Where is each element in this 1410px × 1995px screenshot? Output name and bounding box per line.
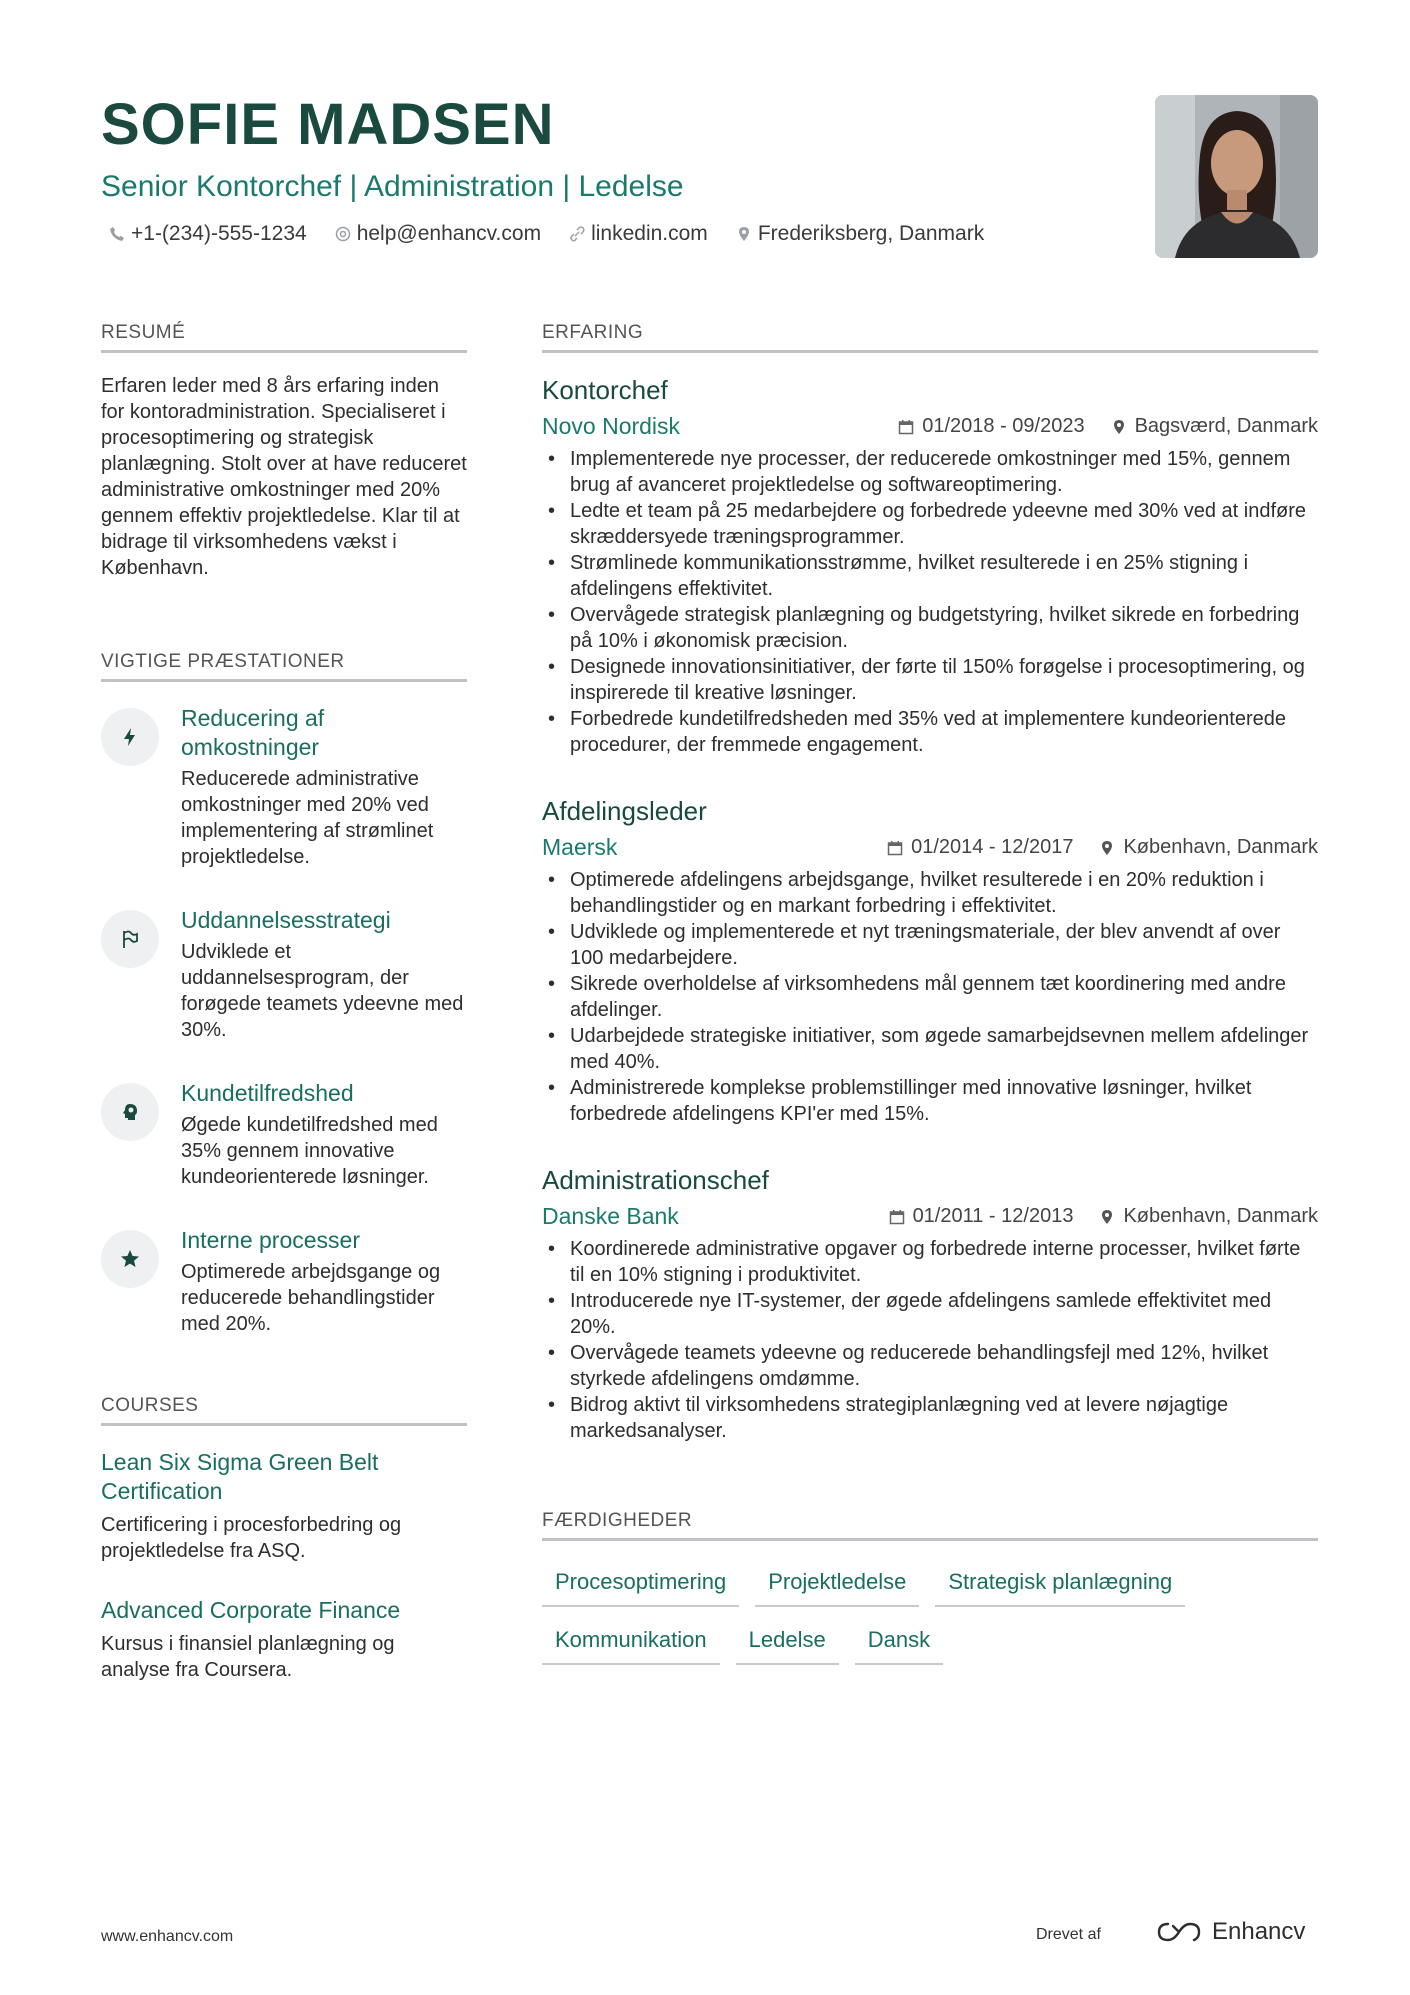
phone-icon bbox=[109, 226, 125, 242]
job-entry bbox=[542, 373, 1318, 758]
bolt-icon bbox=[119, 726, 141, 748]
at-icon bbox=[335, 226, 351, 242]
job-bullets bbox=[542, 867, 1318, 1127]
portrait-image bbox=[1155, 95, 1318, 258]
job-bullet: • Overvågede teamets ydeevne og reducerede behandlingsfejl med 12%, hvilket styrkede afdelingens omdømme. bbox=[542, 1340, 1318, 1392]
achievement-title: Reducering af omkostninger bbox=[181, 705, 325, 760]
profile-photo bbox=[1155, 95, 1318, 258]
job-title: Kontorchef bbox=[542, 375, 668, 405]
job-bullets bbox=[542, 1236, 1318, 1444]
calendar-icon bbox=[887, 840, 903, 856]
achievement-icon-badge bbox=[101, 1230, 159, 1288]
page-footer bbox=[101, 1918, 1318, 1958]
job-bullet: • Forbedrede kundetilfredsheden med 35% ved at implementere kundeorienterede procedurer, der fremmede engagement. bbox=[542, 706, 1318, 758]
right-column bbox=[542, 322, 1318, 1665]
resume-header bbox=[101, 92, 1151, 246]
achievements-section-title: VIGTIGE PRÆSTATIONER bbox=[101, 651, 467, 682]
skill-tag: Ledelse bbox=[736, 1621, 839, 1665]
skills-section-title: FÆRDIGHEDER bbox=[542, 1510, 1318, 1541]
enhancv-logo-text: Enhancv bbox=[1212, 1918, 1306, 1945]
achievement-icon-badge bbox=[101, 910, 159, 968]
link-icon bbox=[569, 226, 585, 242]
email-text[interactable]: help@enhancv.com bbox=[356, 222, 542, 245]
contact-linkedin[interactable] bbox=[569, 222, 708, 246]
phone-text: +1-(234)-555-1234 bbox=[131, 222, 307, 245]
contact-phone bbox=[109, 222, 307, 246]
candidate-name: SOFIE MADSEN bbox=[101, 92, 555, 157]
calendar-icon bbox=[898, 419, 914, 435]
achievement-item bbox=[101, 1226, 467, 1337]
skills-section bbox=[542, 1510, 1318, 1665]
achievement-item bbox=[101, 704, 467, 870]
skill-tag: Projektledelse bbox=[755, 1563, 919, 1607]
skill-tag: Strategisk planlægning bbox=[935, 1563, 1185, 1607]
linkedin-text[interactable]: linkedin.com bbox=[591, 222, 708, 245]
achievement-icon-badge bbox=[101, 1083, 159, 1141]
job-location: Bagsværd, Danmark bbox=[1134, 415, 1318, 437]
job-bullet: • Udviklede og implementerede et nyt træningsmateriale, der blev anvendt af over 100 medarbejdere. bbox=[542, 919, 1318, 971]
job-location: København, Danmark bbox=[1123, 836, 1318, 858]
achievement-desc: Reducerede administrative omkostninger med 20% ved implementering af strømlinet projektledelse. bbox=[181, 768, 434, 868]
courses-section-title: COURSES bbox=[101, 1395, 467, 1426]
course-title: Lean Six Sigma Green Belt Certification bbox=[101, 1449, 379, 1504]
achievements-section bbox=[101, 651, 467, 1337]
job-bullet: • Optimerede afdelingens arbejdsgange, hvilket resulterede i en 20% reduktion i behandlingstider og en markant forbedring i effektivitet. bbox=[542, 867, 1318, 919]
contact-email[interactable] bbox=[335, 222, 541, 246]
course-desc: Certificering i procesforbedring og projektledelse fra ASQ. bbox=[101, 1514, 402, 1562]
left-column bbox=[101, 322, 467, 1683]
skill-tag: Procesoptimering bbox=[542, 1563, 739, 1607]
job-entry bbox=[542, 794, 1318, 1127]
courses-section bbox=[101, 1395, 467, 1683]
job-bullet: • Overvågede strategisk planlægning og budgetstyring, hvilket sikrede en forbedring på 10% i økonomisk præcision. bbox=[542, 602, 1318, 654]
job-bullet: • Koordinerede administrative opgaver og forbedrede interne processer, hvilket førte til en 10% stigning i produktivitet. bbox=[542, 1236, 1318, 1288]
achievement-desc: Optimerede arbejdsgange og reducerede behandlingstider med 20%. bbox=[181, 1261, 441, 1335]
head-icon bbox=[119, 1101, 141, 1123]
calendar-icon bbox=[889, 1209, 905, 1225]
map-pin-icon bbox=[1099, 840, 1115, 856]
job-bullet: • Ledte et team på 25 medarbejdere og forbedrede ydeevne med 30% ved at indføre skræddersyede træningsprogrammer. bbox=[542, 498, 1318, 550]
enhancv-logo-icon bbox=[1156, 1920, 1202, 1944]
resume-section bbox=[101, 322, 467, 581]
job-bullets bbox=[542, 446, 1318, 758]
course-item bbox=[101, 1596, 467, 1683]
contact-bar bbox=[101, 222, 1151, 246]
achievement-title: Interne processer bbox=[181, 1227, 360, 1253]
job-bullet: • Administrerede komplekse problemstillinger med innovative løsninger, hvilket forbedrede afdelingens KPI'er med 15%. bbox=[542, 1075, 1318, 1127]
map-pin-icon bbox=[1099, 1209, 1115, 1225]
footer-url[interactable]: www.enhancv.com bbox=[101, 1928, 234, 1945]
company-name: Danske Bank bbox=[542, 1203, 679, 1229]
star-icon bbox=[119, 1248, 141, 1270]
location-text: Frederiksberg, Danmark bbox=[757, 222, 985, 245]
achievement-desc: Udviklede et uddannelsesprogram, der forøgede teamets ydeevne med 30%. bbox=[181, 941, 464, 1041]
job-dates: 01/2014 - 12/2017 bbox=[911, 836, 1074, 858]
job-location: København, Danmark bbox=[1123, 1205, 1318, 1227]
achievement-item bbox=[101, 906, 467, 1043]
course-title: Advanced Corporate Finance bbox=[101, 1597, 401, 1623]
job-bullet: • Bidrog aktivt til virksomhedens strategiplanlægning ved at levere nøjagtige markedsanalyser. bbox=[542, 1392, 1318, 1444]
footer-powered-by: Drevet af bbox=[1036, 1926, 1101, 1943]
resume-section-title: RESUMÉ bbox=[101, 322, 467, 353]
course-desc: Kursus i finansiel planlægning og analyse fra Coursera. bbox=[101, 1633, 395, 1681]
achievement-icon-badge bbox=[101, 708, 159, 766]
job-bullet: • Udarbejdede strategiske initiativer, som øgede samarbejdsevnen mellem afdelinger med 40%. bbox=[542, 1023, 1318, 1075]
skill-tag: Dansk bbox=[855, 1621, 943, 1665]
job-bullet: • Sikrede overholdelse af virksomhedens mål gennem tæt koordinering med andre afdelinger. bbox=[542, 971, 1318, 1023]
contact-location bbox=[736, 222, 984, 246]
achievement-title: Kundetilfredshed bbox=[181, 1080, 354, 1106]
job-title: Afdelingsleder bbox=[542, 796, 707, 826]
skills-list bbox=[542, 1563, 1318, 1665]
enhancv-logo[interactable] bbox=[1156, 1918, 1305, 1946]
flag-icon bbox=[119, 928, 141, 950]
achievement-item bbox=[101, 1079, 467, 1190]
achievement-title: Uddannelsesstrategi bbox=[181, 907, 391, 933]
job-dates: 01/2018 - 09/2023 bbox=[922, 415, 1085, 437]
job-bullet: • Designede innovationsinitiativer, der førte til 150% forøgelse i procesoptimering, og inspirerede til kreative løsninger. bbox=[542, 654, 1318, 706]
skill-tag: Kommunikation bbox=[542, 1621, 720, 1665]
achievement-desc: Øgede kundetilfredshed med 35% gennem innovative kundeorienterede løsninger. bbox=[181, 1114, 438, 1188]
course-item bbox=[101, 1448, 467, 1564]
experience-section bbox=[542, 322, 1318, 1444]
resume-summary: Erfaren leder med 8 års erfaring inden for kontoradministration. Specialiseret i procesoptimering og strategisk planlægning. Stolt over at have reduceret administrative omkostninger med 20% gennem effektiv projektledelse. Klar til at bidrage til virksomhedens vækst i København. bbox=[101, 375, 467, 579]
company-name: Novo Nordisk bbox=[542, 413, 681, 439]
experience-section-title: ERFARING bbox=[542, 322, 1318, 353]
map-pin-icon bbox=[736, 226, 752, 242]
job-dates: 01/2011 - 12/2013 bbox=[912, 1205, 1074, 1227]
job-title: Administrationschef bbox=[542, 1165, 769, 1195]
job-bullet: • Implementerede nye processer, der reducerede omkostninger med 15%, gennem brug af avanceret projektledelse og softwareoptimering. bbox=[542, 446, 1318, 498]
job-bullet: • Strømlinede kommunikationsstrømme, hvilket resulterede i en 25% stigning i afdelingens effektivitet. bbox=[542, 550, 1318, 602]
job-bullet: • Introducerede nye IT-systemer, der øgede afdelingens samlede effektivitet med 20%. bbox=[542, 1288, 1318, 1340]
candidate-subtitle: Senior Kontorchef | Administration | Ledelse bbox=[101, 170, 684, 203]
map-pin-icon bbox=[1111, 419, 1127, 435]
company-name: Maersk bbox=[542, 834, 618, 860]
job-entry bbox=[542, 1163, 1318, 1444]
